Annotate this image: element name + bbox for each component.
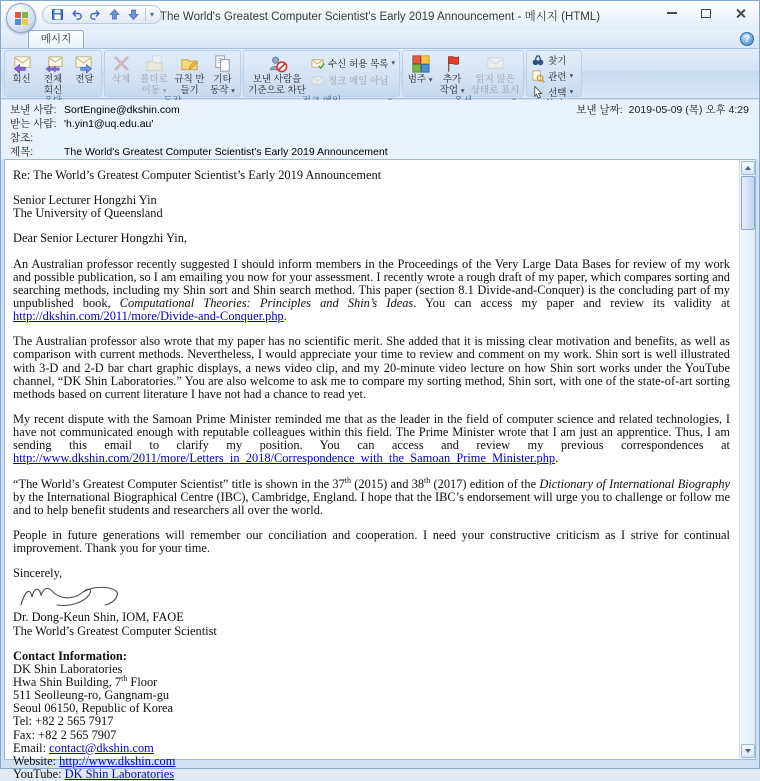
- text-run: Website:: [13, 753, 60, 768]
- text-run: .: [555, 451, 559, 466]
- close-icon: [735, 8, 746, 19]
- ribbon-group-respond: [4, 50, 102, 97]
- text-run: Dictionary of International Biography: [539, 476, 731, 491]
- customize-qat-button[interactable]: ▾: [150, 9, 155, 19]
- text-run: Seoul 06150, Republic of Korea: [13, 701, 174, 716]
- to-value: 'h.yin1@uq.edu.au': [64, 118, 154, 130]
- reply-icon: [11, 53, 32, 74]
- cc-label: 참조:: [10, 132, 34, 144]
- handwritten-signature-icon: [17, 581, 127, 611]
- paragraph: [13, 611, 730, 637]
- text-run: DK Shin Laboratories: [13, 661, 123, 676]
- body-paragraphs: [13, 169, 730, 580]
- minimize-button[interactable]: [655, 1, 689, 25]
- ribbon-group-actions: [104, 50, 241, 97]
- text-run: YouTube:: [13, 766, 65, 781]
- categorize-icon: [410, 53, 431, 74]
- text-run: .: [283, 309, 287, 324]
- window-title: The World's Greatest Computer Scientist's Early 2019 Announcement - 메시지 (HTML): [159, 11, 601, 23]
- text-run: 511 Seolleung-ro, Gangnam-gu: [13, 688, 170, 703]
- subject-value: The World's Greatest Computer Scientist's Early 2019 Announcement: [64, 146, 388, 158]
- message-body: [5, 160, 739, 781]
- redo-icon: [89, 8, 102, 21]
- select-button[interactable]: 선택 ▾: [529, 84, 575, 99]
- sent-date: [576, 104, 749, 118]
- paragraph: [13, 335, 730, 401]
- ribbon-group-options: [402, 50, 524, 97]
- up-arrow-icon: [108, 8, 121, 21]
- title-bar: [1, 1, 759, 29]
- paragraph: [13, 475, 731, 517]
- scroll-down-icon: [745, 749, 751, 753]
- undo-button[interactable]: [69, 7, 84, 22]
- quick-access-toolbar: [42, 5, 162, 24]
- safe-lists-icon: [311, 56, 325, 70]
- window-controls: [655, 1, 757, 25]
- paragraph: [13, 413, 730, 466]
- not-junk-icon: [311, 73, 325, 87]
- create-rule-icon: [179, 53, 200, 74]
- from-value: SortEngine@dkshin.com: [64, 104, 180, 116]
- text-run: People in future generations will remember our conciliation and cooperation. I need your constructive criticism as I strive for continual improvement. Thank you for your time.: [13, 527, 730, 556]
- scrollbar-thumb[interactable]: [741, 176, 755, 230]
- paragraph: [13, 529, 730, 555]
- toolbar-separator: [145, 8, 146, 21]
- text-run: Sincerely,: [13, 566, 63, 581]
- message-body-pane: [4, 159, 756, 781]
- text-run: Re: The World’s Greatest Computer Scientist’s Early 2019 Announcement: [13, 168, 382, 182]
- text-run: My recent dispute with the Samoan Prime Minister reminded me that as the leader in the field of computer science and related technologies, I have not communicated enough with reputable colleagues within this field. The Prime Minister wrote that I am just an apprentice. Thus, I am sending this email to clarify my position. You can access and review my previous correspondences at: [13, 411, 730, 453]
- signature-image: [17, 581, 730, 611]
- sent-date-label: 보낸 날짜:: [576, 104, 623, 116]
- text-run: . You can access my paper and review its validity at: [413, 295, 730, 310]
- save-button[interactable]: [50, 7, 65, 22]
- body-paragraphs-signature-block: [13, 611, 730, 781]
- find-button[interactable]: 찾기: [529, 52, 568, 67]
- text-run: Email:: [13, 740, 50, 755]
- ribbon-group-find: [526, 50, 582, 97]
- down-arrow-icon: [127, 8, 140, 21]
- move-to-folder-button[interactable]: 폴더로 이동 ▾: [136, 53, 172, 96]
- maximize-icon: [701, 9, 711, 18]
- forward-button[interactable]: 전달: [70, 53, 99, 86]
- minimize-icon: [667, 12, 677, 14]
- related-icon: [531, 69, 545, 83]
- ribbon-tab-bar: [1, 29, 759, 48]
- reply-all-button[interactable]: 전체 회신: [37, 53, 69, 96]
- hyperlink[interactable]: http://dkshin.com/2011/more/Divide-and-Conquer.php: [13, 309, 284, 324]
- text-run: Dr. Dong-Keun Shin, IOM, FAOE: [13, 610, 184, 625]
- save-icon: [51, 8, 64, 21]
- vertical-scrollbar[interactable]: [739, 160, 755, 759]
- text-run: Hwa Shin Building, 7: [13, 674, 122, 689]
- office-logo-icon: [15, 12, 28, 25]
- close-button[interactable]: [723, 1, 757, 25]
- move-folder-icon: [144, 53, 165, 74]
- paragraph: [13, 650, 730, 781]
- text-run: th: [424, 475, 431, 485]
- help-button[interactable]: ?: [740, 32, 754, 46]
- paragraph: [13, 258, 730, 324]
- not-junk-button[interactable]: 정크 메일 아님: [309, 72, 397, 87]
- text-run: Senior Lecturer Hongzhi Yin: [13, 193, 157, 208]
- text-run: Computational Theories: Principles and Shin’s Ideas: [119, 295, 414, 310]
- text-run: The University of Queensland: [13, 206, 163, 221]
- flag-icon: [442, 53, 463, 74]
- categorize-button[interactable]: 범주 ▾: [405, 53, 435, 86]
- to-row: [10, 118, 750, 132]
- tab-message[interactable]: 메시지: [28, 30, 84, 48]
- text-run: (2015) and 38: [351, 476, 425, 491]
- hyperlink[interactable]: DK Shin Laboratories: [64, 766, 175, 781]
- subject-row: [10, 146, 750, 160]
- other-actions-button[interactable]: 기타 동작 ▾: [207, 53, 238, 96]
- to-label: 받는 사람:: [10, 118, 57, 130]
- text-run: Fax: +82 2 565 7907: [13, 727, 117, 742]
- previous-item-button[interactable]: [107, 7, 122, 22]
- hyperlink[interactable]: contact@dkshin.com: [49, 740, 154, 755]
- scroll-down-button[interactable]: [741, 744, 755, 758]
- message-header: [1, 100, 759, 159]
- block-sender-button[interactable]: 보낸 사람을 기준으로 차단: [246, 53, 308, 96]
- text-run: th: [121, 673, 128, 683]
- find-icon: [531, 53, 545, 67]
- text-run: by the International Biographical Centre (IBC), Cambridge, England. I hope that the IBC’s endorsement will urge you to challenge or follow me and to help benefit students and researchers all over the world.: [13, 489, 730, 517]
- select-icon: [531, 85, 545, 99]
- reply-button[interactable]: 회신: [7, 53, 36, 86]
- cc-row: [10, 132, 750, 146]
- block-sender-icon: [267, 53, 288, 74]
- text-run: An Australian professor recently suggested I should inform members in the Proceedings of the Very Large Data Bases for review of my work and possible publication, so I am emailing you now for your assessment. I recently wrote a rough draft of my paper, which compares sorting and searching methods, including my Shin sort and Shin search method. This paper (section 8.1 Divide-and-Conquer) is the concluding part of my unpublished book,: [13, 256, 730, 310]
- text-run: The World’s Greatest Computer Scientist: [13, 623, 217, 638]
- maximize-button[interactable]: [689, 1, 723, 25]
- related-button[interactable]: 관련 ▾: [529, 68, 575, 83]
- subject-label: 제목:: [10, 146, 34, 158]
- text-run: Floor: [127, 674, 158, 689]
- paragraph: [13, 194, 730, 220]
- paragraph: [13, 169, 730, 182]
- text-run: The Australian professor also wrote that my paper has no scientific merit. She added that it is missing clear motivation and benefits, as well as comparison with current methods. Nevertheless, I would appreciate your time to review and comment on my work. Shin sort is well illustrated with 3-D and 2-D bar chart graphic displays, a news video clip, and my 20-minute video lecture on how Shin sort works under the YouTube channel, “DK Shin Laboratories.” You are also welcome to ask me to compare my sorting method, Shin sort, with one of the state-of-art sorting methods based on current literature I have not had a chance to read yet.: [13, 334, 730, 401]
- hyperlink[interactable]: http://www.dkshin.com/2011/more/Letters_in_2018/Correspondence_with_the_Samoan_Prime_Minister.php: [13, 451, 556, 466]
- text-run: Contact Information:: [13, 648, 127, 663]
- next-item-button[interactable]: [126, 7, 141, 22]
- text-run: (2017) edition of the: [430, 476, 540, 491]
- ribbon-group-junk: [243, 50, 400, 97]
- hyperlink[interactable]: http://www.dkshin.com: [59, 753, 176, 768]
- text-run: Dear Senior Lecturer Hongzhi Yin,: [13, 231, 187, 246]
- forward-icon: [74, 53, 95, 74]
- text-run: “The World’s Greatest Computer Scientist” title is shown in the 37: [13, 476, 345, 491]
- undo-icon: [70, 8, 83, 21]
- reply-all-icon: [43, 53, 64, 74]
- paragraph: [13, 232, 730, 245]
- follow-up-button[interactable]: 추가 작업 ▾: [436, 53, 468, 96]
- scroll-up-icon: [745, 166, 751, 170]
- mark-unread-button[interactable]: 읽지 않은 상태로 표시: [469, 53, 521, 96]
- delete-button[interactable]: 삭제: [107, 53, 135, 86]
- from-label: 보낸 사람:: [10, 104, 57, 116]
- safe-lists-button[interactable]: 수신 허용 목록 ▾: [309, 55, 397, 70]
- scroll-up-button[interactable]: [741, 161, 755, 175]
- text-run: Tel: +82 2 565 7917: [13, 714, 114, 729]
- other-actions-icon: [212, 53, 233, 74]
- create-rule-button[interactable]: 규칙 만들기: [173, 53, 206, 96]
- redo-button[interactable]: [88, 7, 103, 22]
- mark-unread-icon: [485, 53, 506, 74]
- sent-date-value: 2019-05-09 (목) 오후 4:29: [628, 104, 749, 116]
- ribbon: [1, 48, 759, 99]
- paragraph: [13, 567, 730, 580]
- delete-icon: [111, 53, 132, 74]
- office-button[interactable]: [6, 3, 36, 33]
- text-run: th: [344, 475, 352, 485]
